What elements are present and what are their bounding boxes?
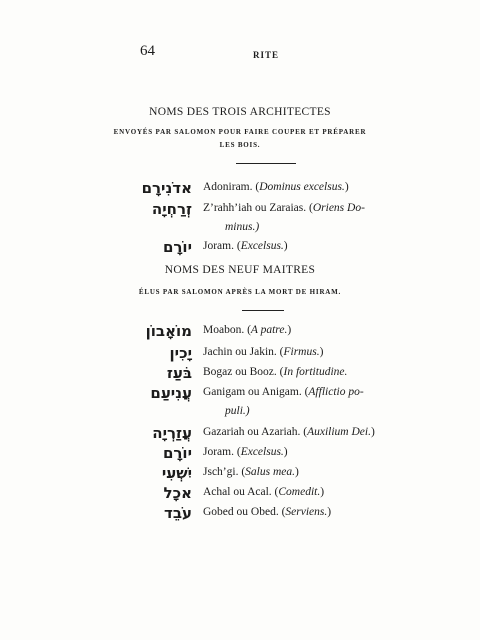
latin-meaning: Dominus excelsus. [259, 181, 345, 193]
hebrew-name: אדֹנִירָם [141, 179, 192, 197]
list-item [130, 464, 400, 484]
section-title-masters: NOMS DES NEUF MAITRES [164, 264, 316, 276]
running-head: RITE [253, 50, 280, 60]
section-subtitle-line1: ÉLUS PAR SALOMON APRÈS LA MORT DE HIRAM. [138, 288, 342, 296]
hebrew-name: עֹבֵד [164, 504, 192, 522]
latin-meaning: In fortitudine. [283, 366, 348, 378]
list-item [130, 424, 400, 444]
list-item [130, 484, 400, 504]
entry-text: Moabon. (A patre.) [203, 324, 292, 336]
hebrew-name: עֲנִיעַם [150, 384, 192, 402]
latin-meaning: Excelsus. [240, 240, 284, 252]
entry-text: Jsch’gi. (Salus mea.) [203, 466, 299, 478]
section-title-architects: NOMS DES TROIS ARCHITECTES [149, 106, 331, 118]
entry-text: Z’rahh’iah ou Zaraias. (Oriens Do- [203, 202, 365, 214]
entry-text: Joram. (Excelsus.) [203, 446, 288, 458]
list-item [130, 200, 400, 220]
hebrew-name: בֹּעַז [166, 364, 192, 382]
latin-meaning: Firmus. [283, 346, 320, 358]
list-item [130, 322, 400, 342]
latin-meaning: Auxilium Dei. [307, 426, 371, 438]
latin-meaning: A patre. [250, 324, 288, 336]
entry-text: Ganigam ou Anigam. (Afflictio po- [203, 386, 364, 398]
section-subtitle-line1: ENVOYÉS PAR SALOMON POUR FAIRE COUPER ET PRÉPARER [113, 128, 367, 136]
entry-text: Bogaz ou Booz. (In fortitudine. [203, 366, 348, 378]
divider-rule [236, 163, 296, 164]
latin-meaning: Serviens. [285, 506, 328, 518]
list-item [130, 504, 400, 524]
entry-text: Achal ou Acal. (Comedit.) [203, 486, 325, 498]
hebrew-name: יִשְׁעִי [161, 464, 192, 482]
hebrew-name: זְרַחְיָה [151, 200, 192, 218]
latin-meaning: Afflictio po- [308, 386, 364, 398]
section-subtitle-line2: LES BOIS. [219, 141, 261, 149]
hebrew-name: יוֹרָם [162, 238, 192, 256]
hebrew-name: מוֹאָבוֹן [145, 322, 192, 340]
continuation-line: puli.) [225, 405, 250, 417]
entry-text: Jachin ou Jakin. (Firmus.) [203, 346, 324, 358]
list-item [130, 444, 400, 464]
hebrew-name: אכָל [163, 484, 192, 502]
latin-meaning: Salus mea. [245, 466, 296, 478]
continuation-line: minus.) [225, 221, 260, 233]
entry-text: Gazariah ou Azariah. (Auxilium Dei.) [203, 426, 375, 438]
page-number: 64 [140, 43, 155, 59]
latin-meaning: Comedit. [278, 486, 321, 498]
list-item [130, 344, 400, 364]
hebrew-name: יָכִין [169, 344, 192, 362]
list-item [130, 238, 400, 258]
list-item [130, 364, 400, 384]
latin-meaning: Excelsus. [240, 446, 284, 458]
entry-text: Gobed ou Obed. (Serviens.) [203, 506, 332, 518]
divider-rule [242, 310, 284, 311]
list-item [130, 179, 400, 199]
entry-text: Joram. (Excelsus.) [203, 240, 288, 252]
list-item [130, 384, 400, 404]
latin-meaning: Oriens Do- [312, 202, 365, 214]
entry-text: Adoniram. (Dominus excelsus.) [203, 181, 349, 193]
hebrew-name: יוֹרָם [162, 444, 192, 462]
hebrew-name: עֲזַרְיָה [152, 424, 192, 442]
